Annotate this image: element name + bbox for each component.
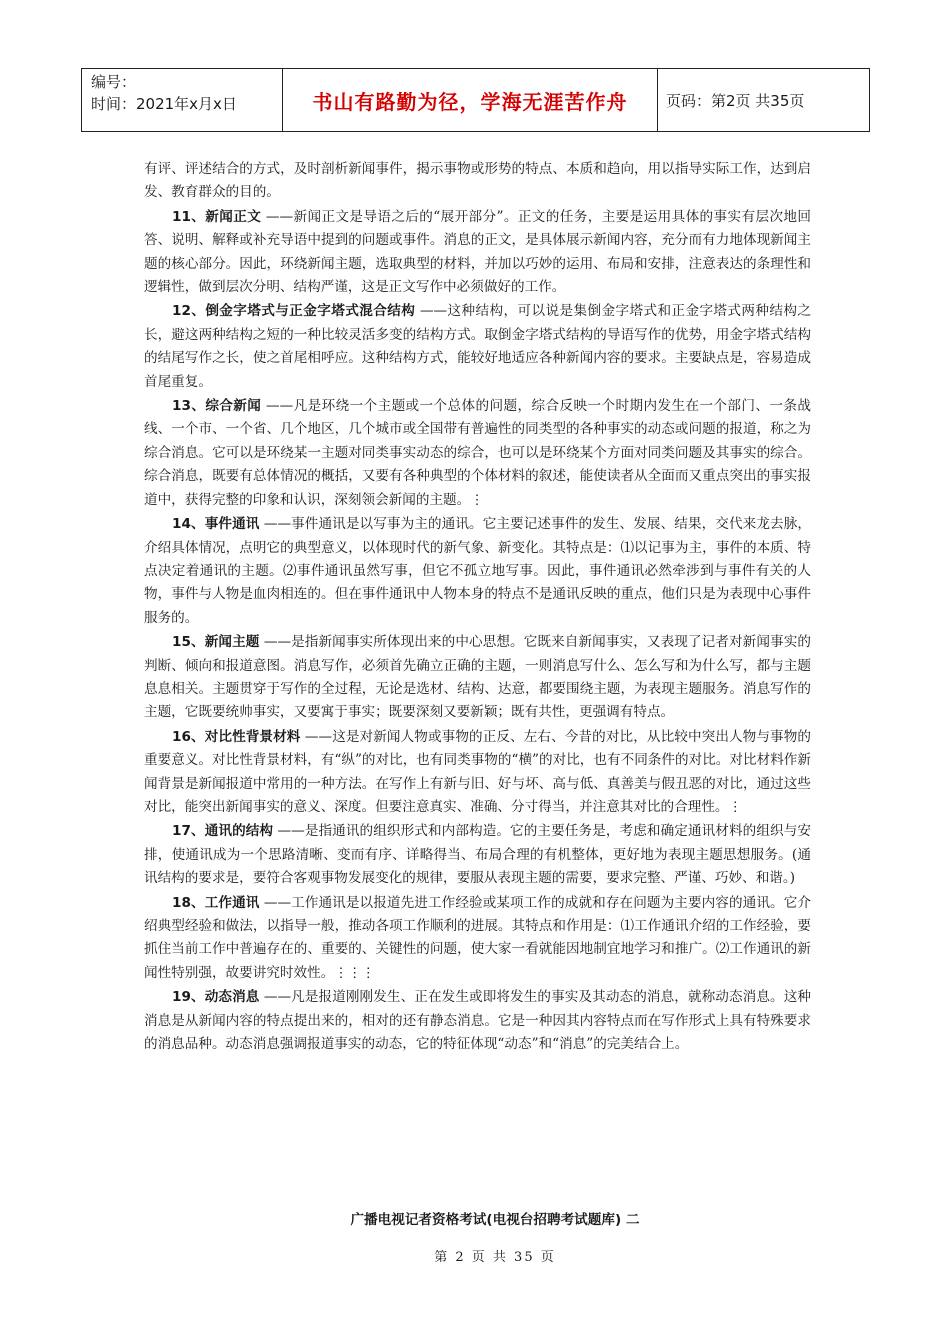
header-page-info: 页码：第2页 共35页 [666, 91, 805, 110]
term-title: 新闻正文 [205, 208, 262, 225]
paragraph-text: ——凡是报道刚刚发生、正在发生或即将发生的事实及其动态的消息，就称动态消息。这种消息是从新闻内容的特点提出来的，相对的还有静态消息。它是一种因其内容特点而在写作形式上具有特殊要求的消息品种。动态消息强调报道事实的动态，它的特征体现“动态”和“消息”的完美结合上。 [144, 989, 811, 1053]
term-title: 动态消息 [204, 989, 260, 1006]
header-meta [82, 69, 283, 131]
paragraph [144, 158, 811, 205]
page-header [81, 68, 870, 132]
term-title: 事件通讯 [204, 516, 260, 533]
term-number: 19、 [172, 989, 205, 1006]
term-title: 对比性背景材料 [204, 728, 301, 745]
term-title: 通讯的结构 [204, 823, 274, 840]
term-number: 18、 [172, 894, 205, 911]
paragraph [144, 986, 811, 1056]
paragraph-text: ——是指通讯的组织形式和内部构造。它的主要任务是，考虑和确定通讯材料的组织与安排，使通讯成为一个思路清晰、变而有序、详略得当、布局合理的有机整体，更好地为表现主题思想服务。(通讯结构的要求是，要符合客观事物发展变化的规律，要服从表现主题的需要，要求完整、严谨、巧妙、和谐。) [144, 823, 812, 887]
footer-page-number: 第 2 页 共 35 页 [434, 1250, 556, 1265]
term-number: 17、 [172, 823, 205, 840]
paragraph-text: 有评、评述结合的方式，及时剖析新闻事件，揭示事物或形势的特点、本质和趋向，用以指导实际工作，达到启发、教育群众的目的。 [144, 161, 811, 201]
document-number-label: 编号： [91, 73, 137, 91]
term-number: 15、 [172, 634, 205, 651]
term-number: 16、 [172, 728, 205, 745]
paragraph-text: ——事件通讯是以写事为主的通讯。它主要记述事件的发生、发展、结果，交代来龙去脉，介绍具体情况，点明它的典型意义，以体现时代的新气象、新变化。其特点是：⑴以记事为主，事件的本质、特点决定着通讯的主题。⑵事件通讯虽然写事，但它不孤立地写事。因此，事件通讯必然牵涉到与事件有关的人物，事件与人物是血肉相连的。但在事件通讯中人物本身的特点不是通讯反映的重点，他们只是为表现中心事件服务的。 [144, 516, 811, 626]
paragraph [144, 892, 811, 986]
paragraph-text: ——这是对新闻人物或事物的正反、左右、今昔的对比，从比较中突出人物与事物的重要意义。对比性背景材料，有“纵”的对比，也有同类事物的“横”的对比，也有不同条件的对比。对比材料作新闻背景是新闻报道中常用的一种方法。在写作上有新与旧、好与坏、高与低、真善美与假丑恶的对比，通过这些对比，能突出新闻事实的意义、深度。但要注意真实、准确、分寸得当，并注意其对比的合理性。⋮ [144, 728, 812, 815]
document-body [144, 158, 811, 1057]
term-title: 倒金字塔式与正金字塔式混合结构 [205, 303, 416, 320]
document-footer-title: 广播电视记者资格考试(电视台招聘考试题库) 二 [350, 1212, 640, 1228]
paragraph [144, 513, 811, 630]
term-number: 13、 [172, 398, 206, 415]
document-date: 时间：2021年x月x日 [91, 95, 237, 113]
paragraph-text: ——是指新闻事实所体现出来的中心思想。它既来自新闻事实，又表现了记者对新闻事实的判断、倾向和报道意图。消息写作，必须首先确立正确的主题，一则消息写什么、怎么写和为什么写，都与主题息息相关。主题贯穿于写作的全过程，无论是选材、结构、达意，都要围绕主题，为表现主题服务。消息写作的主题，它既要统帅事实，又要寓于事实；既要深刻又要新颖；既有共性，更强调有特点。 [144, 634, 811, 721]
header-motto: 书山有路勤为径，学海无涯苦作舟 [283, 69, 658, 131]
paragraph-text: ——凡是环绕一个主题或一个总体的问题，综合反映一个时期内发生在一个部门、一条战线、一个市、一个省、几个地区，几个城市或全国带有普遍性的同类型的各种事实的动态或问题的报道，称之为综合消息。它可以是环绕某一主题对同类事实动态的综合，也可以是环绕某个方面对同类问题及其事实的综合。综合消息，既要有总体情况的概括，又要有各种典型的个体材料的叙述，能使读者从全面而又重点突出的事实报道中，获得完整的印象和认识，深刻领会新闻的主题。⋮ [144, 398, 811, 508]
paragraph [144, 206, 811, 300]
term-number: 11、 [172, 208, 206, 225]
paragraph [144, 726, 811, 820]
paragraph-text: ——新闻正文是导语之后的“展开部分”。正文的任务，主要是运用具体的事实有层次地回答、说明、解释或补充导语中提到的问题或事件。消息的正文，是具体展示新闻内容，充分而有力地体现新闻主题的核心部分。因此，环绕新闻主题，选取典型的材料，并加以巧妙的运用、布局和安排，注意表达的条理性和逻辑性，做到层次分明、结构严谨，这是正文写作中必须做好的工作。 [144, 208, 812, 296]
paragraph [144, 395, 811, 512]
term-number: 14、 [172, 516, 205, 533]
term-title: 新闻主题 [204, 634, 260, 651]
paragraph [144, 300, 811, 394]
paragraph [144, 820, 811, 890]
paragraph [144, 631, 811, 725]
paragraph-text: ——工作通讯是以报道先进工作经验或某项工作的成就和存在问题为主要内容的通讯。它介绍典型经验和做法，以指导一般，推动各项工作顺利的进展。其特点和作用是：⑴工作通讯介绍的工作经验，要抓住当前工作中普遍存在的、重要的、关键性的问题，使大家一看就能因地制宜地学习和推广。⑵工作通讯的新闻性特别强，故要讲究时效性。⋮⋮⋮ [144, 894, 811, 981]
paragraph-text: ——这种结构，可以说是集倒金字塔式和正金字塔式两种结构之长，避这两种结构之短的一种比较灵活多变的结构方式。取倒金字塔式结构的导语写作的优势，用金字塔式结构的结尾写作之长，使之首尾相呼应。这种结构方式，能较好地适应各种新闻内容的要求。主要缺点是，容易造成首尾重复。 [144, 303, 811, 390]
term-title: 综合新闻 [205, 398, 262, 415]
term-title: 工作通讯 [204, 894, 260, 911]
term-number: 12、 [172, 303, 206, 320]
